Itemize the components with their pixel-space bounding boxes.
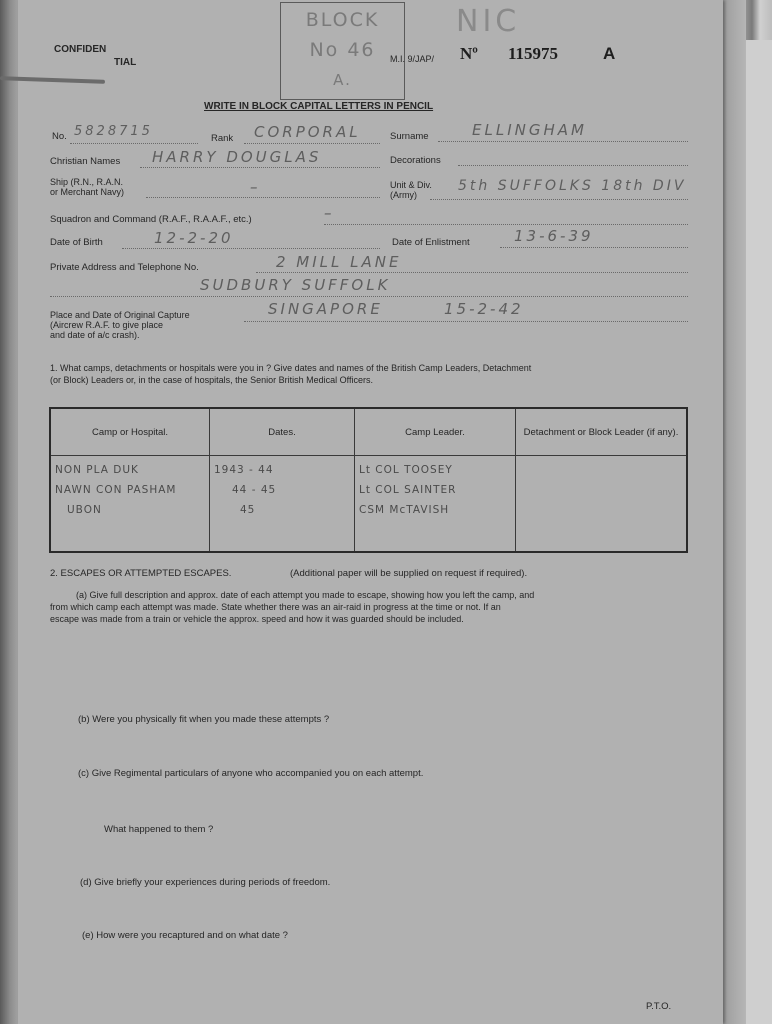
dob-label: Date of Birth [50, 237, 103, 248]
camps-table-header-row [50, 408, 687, 456]
q2-b: (b) Were you physically fit when you made these attempts ? [78, 714, 330, 725]
camp-name: NAWN CON PASHAM [55, 484, 177, 496]
address-line-1 [256, 272, 688, 273]
camp-leader: Lt COL SAINTER [359, 484, 457, 496]
camp-name: UBON [67, 504, 102, 516]
camp-leader: CSM McTAVISH [359, 504, 450, 516]
q2-e: (e) How were you recaptured and on what date ? [82, 930, 288, 941]
block-stamp [280, 2, 405, 100]
q2-note: (Additional paper will be supplied on request if required). [290, 568, 528, 579]
stamp-line-2: No 46 [309, 39, 376, 61]
q1-text-1: 1. What camps, detachments or hospitals were you in ? Give dates and names of the British Camp Leaders, Detachment [50, 363, 532, 373]
header-camp-leader: Camp Leader. [355, 408, 516, 456]
header-camp-or-hospital: Camp or Hospital. [50, 408, 210, 456]
no-line [70, 143, 198, 144]
decorations-label: Decorations [390, 155, 441, 166]
unit-label-1: Unit & Div. [390, 180, 432, 190]
enlistment-label: Date of Enlistment [392, 237, 470, 248]
address-line-2 [50, 296, 688, 297]
instruction-heading: WRITE IN BLOCK CAPITAL LETTERS IN PENCIL [204, 101, 434, 112]
rank-value: CORPORAL [254, 123, 361, 141]
adjacent-page-edge [746, 40, 772, 1024]
q2-c-follow: What happened to them ? [104, 824, 214, 835]
q1-text-2: (or Block) Leaders or, in the case of hospitals, the Senior British Medical Officers. [50, 375, 373, 385]
capture-line [244, 321, 688, 322]
ship-line [146, 197, 380, 198]
unit-line [430, 199, 688, 200]
confidential-line-2: TIAL [114, 57, 137, 68]
squadron-label: Squadron and Command (R.A.F., R.A.A.F., etc.) [50, 214, 252, 225]
header-detachment-leader: Detachment or Block Leader (if any). [516, 408, 688, 456]
enlistment-line [500, 247, 688, 248]
serial-number: 115975 [508, 44, 559, 63]
stamp-line-1: BLOCK [305, 9, 380, 31]
camp-dates: 45 [240, 504, 256, 516]
q2-a-line-2: from which camp each attempt was made. State whether there was an air-raid in progress at the time or not. If an [50, 602, 501, 612]
serial-prefix: Nº [460, 44, 478, 63]
camp-column [50, 456, 210, 553]
ship-value: – [250, 178, 261, 196]
rank-line [244, 143, 380, 144]
q2-a-line-3: escape was made from a train or vehicle the approx. speed and how it was guarded should be included. [50, 614, 464, 624]
capture-place-value: SINGAPORE [268, 300, 383, 318]
surname-label: Surname [390, 131, 429, 142]
camps-table-body [50, 456, 687, 553]
pto-note: P.T.O. [646, 1001, 672, 1012]
unit-label-2: (Army) [390, 190, 417, 200]
capture-label-2: (Aircrew R.A.F. to give place [50, 320, 164, 330]
detachment-leader [520, 500, 682, 520]
rank-label: Rank [211, 133, 234, 144]
detachment-leader [520, 460, 682, 480]
corner-handwritten-mark: NIC [456, 4, 521, 39]
ship-label-1: Ship (R.N., R.A.N. [50, 177, 124, 187]
ship-label-2: or Merchant Navy) [50, 187, 125, 197]
dob-line [122, 248, 380, 249]
detachment-leader-column [516, 456, 688, 553]
stamp-line-3: A. [333, 71, 352, 89]
decorations-line [458, 165, 688, 166]
camp-name: NON PLA DUK [55, 464, 139, 476]
q2-title: 2. ESCAPES OR ATTEMPTED ESCAPES. [50, 568, 232, 579]
header-dates: Dates. [210, 408, 355, 456]
address-label: Private Address and Telephone No. [50, 262, 199, 273]
surname-value: ELLINGHAM [472, 121, 587, 139]
squadron-value: – [324, 204, 335, 222]
camp-leader: Lt COL TOOSEY [359, 464, 453, 476]
capture-date-value: 15-2-42 [444, 300, 524, 318]
rear-page-edge [722, 0, 746, 1024]
camp-leader-column [355, 456, 516, 553]
squadron-line [324, 224, 688, 225]
detachment-leader [520, 480, 682, 500]
enlistment-value: 13-6-39 [514, 227, 594, 245]
confidential-line-1: CONFIDEN [54, 44, 107, 55]
christian-names-value: HARRY DOUGLAS [152, 148, 322, 166]
address-value-1: 2 MILL LANE [276, 253, 402, 271]
q2-c: (c) Give Regimental particulars of anyone who accompanied you on each attempt. [78, 768, 424, 779]
address-value-2: SUDBURY SUFFOLK [200, 276, 391, 294]
surname-line [438, 141, 688, 142]
q2-d: (d) Give briefly your experiences during periods of freedom. [80, 877, 331, 888]
camp-dates: 44 - 45 [232, 484, 277, 496]
capture-label-3: and date of a/c crash). [50, 330, 140, 340]
dob-value: 12-2-20 [154, 229, 234, 247]
capture-label-1: Place and Date of Original Capture [50, 310, 190, 320]
form-reference: M.I. 9/JAP/ [390, 54, 435, 64]
camp-dates: 1943 - 44 [214, 464, 274, 476]
serial-suffix: A [603, 44, 616, 63]
dates-column [210, 456, 355, 553]
q2-a-line-1: (a) Give full description and approx. date of each attempt you made to escape, showing how you left the camp, and [76, 590, 535, 600]
christian-names-label: Christian Names [50, 156, 121, 167]
pow-questionnaire-form [18, 0, 723, 1024]
unit-value: 5th SUFFOLKS 18th DIV [458, 178, 687, 194]
no-value: 5828715 [74, 124, 153, 139]
christian-names-line [140, 167, 380, 168]
no-label: No. [52, 131, 67, 142]
camps-table [49, 407, 688, 553]
